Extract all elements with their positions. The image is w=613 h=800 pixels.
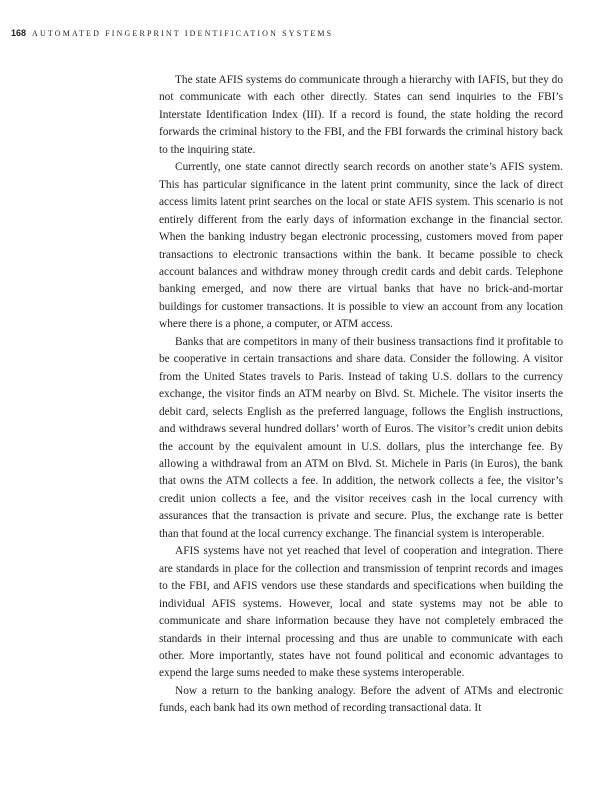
body-text [159,72,563,718]
page-number: 168 [11,28,27,38]
running-head [11,28,333,38]
running-title: AUTOMATED FINGERPRINT IDENTIFICATION SYSTEMS [32,29,334,38]
paragraph: Banks that are competitors in many of their business transactions find it profitable to be cooperative in certain transactions and share data. Consider the following. A visitor from the United States travels to Paris. Instead of taking U.S. dollars to the currency exchange, the visitor finds an ATM nearby on Blvd. St. Michele. The visitor inserts the debit card, selects English as the preferred language, follows the English instructions, and withdraws several hundred dollars’ worth of Euros. The visitor’s credit union debits the account by the equivalent amount in U.S. dollars, plus the interchange fee. By allowing a withdrawal from an ATM on Blvd. St. Michele in Paris (in Euros), the bank that owns the ATM collects a fee. In addition, the network collects a fee, the visitor’s credit union collects a fee, and the visitor receives cash in the local currency with assurances that the transaction is private and secure. Plus, the exchange rate is better than that found at the local currency exchange. The financial system is interoperable. [159,335,563,540]
paragraph: AFIS systems have not yet reached that level of cooperation and integration. There are standards in place for the collection and transmission of tenprint records and images to the FBI, and AFIS vendors use these standards and specifications when building the individual AFIS systems. However, local and state systems may not be able to communicate and share information because they have not completely embraced the standards in their internal processing and thus are unable to communicate with each other. More importantly, states have not found political and economic advantages to expend the large sums needed to make these systems interoperable. [159,545,563,680]
paragraph: The state AFIS systems do communicate through a hierarchy with IAFIS, but they do not communicate with each other directly. States can send inquiries to the FBI’s Interstate Identification Index (III). If a record is found, the state holding the record forwards the criminal history to the FBI, and the FBI forwards the criminal history back to the inquiring state. [159,74,563,156]
paragraph: Currently, one state cannot directly search records on another state’s AFIS system. This has particular significance in the latent print community, since the lack of direct access limits latent print searches on the local or state AFIS system. This scenario is not entirely different from the early days of information exchange in the financial sector. When the banking industry began electronic processing, customers moved from paper transactions to electronic transactions within the bank. It became possible to check account balances and withdraw money through credit cards and debit cards. Telephone banking emerged, and now there are virtual banks that have no brick-and-mortar buildings for customer transactions. It is possible to view an account from any location where there is a phone, a computer, or ATM access. [159,161,563,331]
paragraph: Now a return to the banking analogy. Before the advent of ATMs and electronic funds, each bank had its own method of recording transactional data. It [159,684,563,715]
